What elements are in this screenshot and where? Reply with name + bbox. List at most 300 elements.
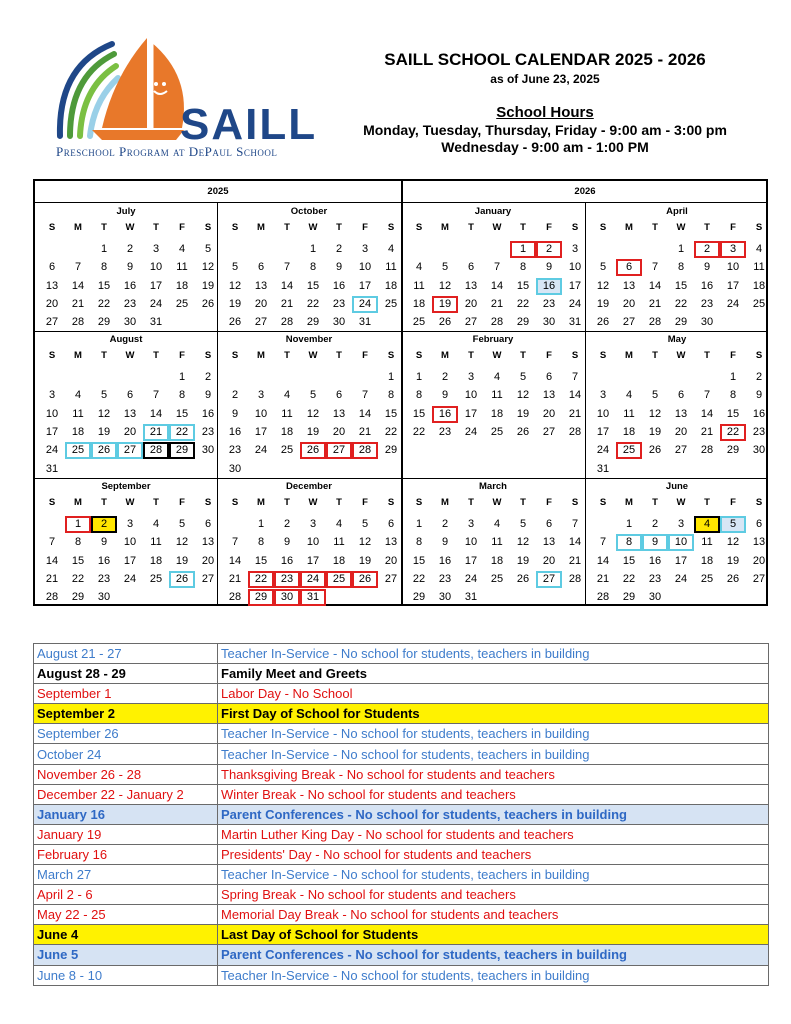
calendar-day: 27 [542,425,556,438]
event-row [34,905,769,925]
event-description: Thanksgiving Break - No school for students and teachers [218,764,769,784]
calendar-day: 4 [493,371,501,383]
event-dates: December 22 - January 2 [34,784,218,804]
event-dates: November 26 - 28 [34,764,218,784]
calendar-day: 16 [438,554,452,567]
calendar-day: 3 [361,243,369,255]
event-description: Memorial Day Break - No school for students and teachers [218,905,769,925]
calendar-day: 24 [464,572,478,585]
calendar-day: 14 [568,536,582,549]
month-name: December [286,481,332,492]
weekday-label: S [755,222,763,233]
calendar-day: 25 [175,297,189,310]
weekday-label: W [308,222,318,233]
calendar-day: 25 [700,572,714,585]
calendar-day: 24 [726,297,740,310]
calendar-day: 25 [65,442,91,459]
weekday-label: T [101,222,107,233]
calendar-day: 9 [441,536,449,549]
calendar-day: 12 [596,279,610,292]
calendar-day: 28 [596,591,610,604]
calendar-day: 31 [464,591,478,604]
calendar-day: 24 [674,572,688,585]
event-description: Family Meet and Greets [218,664,769,684]
event-row [34,804,769,824]
calendar-day: 30 [332,316,346,329]
calendar-day: 22 [384,425,398,438]
weekday-label: F [546,350,552,361]
calendar-day: 1 [677,243,685,255]
calendar-day: 3 [467,371,475,383]
weekday-label: T [520,222,526,233]
calendar-day: 21 [71,297,85,310]
calendar-day: 12 [306,407,320,420]
calendar-day: 2 [441,371,449,383]
calendar-day: 3 [126,518,134,530]
calendar-day: 17 [149,279,163,292]
weekday-header [586,497,768,511]
calendar-day: 10 [149,261,163,274]
weekday-label: S [387,497,395,508]
month-december [218,479,400,625]
calendar-day: 18 [71,425,85,438]
month-name: February [472,334,514,345]
calendar-day: 19 [596,297,610,310]
calendar-day: 13 [201,536,215,549]
calendar-day: 13 [384,536,398,549]
calendar-day: 30 [123,316,137,329]
calendar-day: 11 [72,407,84,420]
calendar-day: 26 [201,297,215,310]
calendar-day: 11 [281,407,293,420]
calendar-day: 8 [677,261,685,274]
calendar-day: 11 [491,536,503,549]
calendar-day: 22 [71,572,85,585]
calendar-day: 25 [326,571,352,588]
weekday-label: S [48,497,56,508]
calendar-day: 13 [123,407,137,420]
event-dates: June 8 - 10 [34,965,218,985]
calendar-day: 31 [300,589,326,606]
weekday-label: S [599,350,607,361]
calendar-day: 2 [335,243,343,255]
weekday-label: T [153,350,159,361]
calendar-day: 9 [545,261,553,274]
weekday-label: M [257,222,265,233]
weekday-label: F [730,497,736,508]
calendar-day: 31 [568,316,582,329]
calendar-day: 22 [674,297,688,310]
calendar-day: 10 [568,261,582,274]
calendar-day: 26 [91,442,117,459]
calendar-day: 21 [568,407,582,420]
calendar-day: 17 [254,425,268,438]
calendar-day: 15 [97,279,111,292]
calendar-day: 20 [254,297,268,310]
weekday-header [218,350,400,364]
calendar-day: 22 [516,297,530,310]
calendar-day: 28 [568,572,582,585]
calendar-day: 4 [335,518,343,530]
page-title: SAILL SCHOOL CALENDAR 2025 - 2026 [384,50,706,69]
calendar-day: 15 [674,279,688,292]
calendar-day: 28 [228,591,242,604]
calendar-day: 15 [306,279,320,292]
calendar-day: 13 [332,407,346,420]
weekday-header [218,497,400,511]
calendar-day: 10 [45,407,59,420]
event-dates: January 16 [34,804,218,824]
calendar-day: 11 [413,279,425,292]
weekday-label: S [571,350,579,361]
weekday-label: W [125,497,135,508]
weekday-header [402,222,584,236]
calendar-day: 7 [231,536,239,549]
weekday-label: S [231,497,239,508]
calendar-day: 2 [536,241,562,258]
calendar-day: 6 [616,259,642,276]
calendar-day: 16 [752,407,766,420]
calendar-day: 15 [175,407,189,420]
weekday-label: T [468,350,474,361]
event-row [34,965,769,985]
calendar-day: 6 [545,371,553,383]
event-dates: April 2 - 6 [34,885,218,905]
calendar-day: 11 [150,536,162,549]
calendar-day: 30 [700,316,714,329]
weekday-header [586,350,768,364]
calendar-day: 21 [596,572,610,585]
weekday-label: S [755,350,763,361]
weekday-label: S [415,350,423,361]
month-name: September [101,481,151,492]
calendar-day: 29 [726,444,740,457]
month-name: October [290,206,328,217]
event-description: Spring Break - No school for students and teachers [218,885,769,905]
month-february [402,332,584,478]
weekday-label: S [571,222,579,233]
calendar-day: 3 [309,518,317,530]
calendar-day: 15 [726,407,740,420]
event-description: Teacher In-Service - No school for students, teachers in building [218,644,769,664]
calendar-day: 8 [100,261,108,274]
header-block [340,50,750,155]
calendar-day: 7 [48,536,56,549]
calendar-day: 4 [387,243,395,255]
weekday-label: W [492,222,502,233]
calendar-day: 16 [332,279,346,292]
calendar-day: 27 [536,571,562,588]
event-dates: October 24 [34,744,218,764]
event-description: Presidents' Day - No school for students and teachers [218,844,769,864]
calendar-day: 6 [545,518,553,530]
calendar-day: 4 [625,389,633,402]
events-table [33,643,769,986]
weekday-label: S [599,222,607,233]
weekday-label: T [101,350,107,361]
calendar-day: 7 [571,518,579,530]
calendar-day: 18 [752,279,766,292]
weekday-label: F [546,222,552,233]
weekday-label: T [284,497,290,508]
weekday-header [35,497,217,511]
calendar-day: 14 [700,407,714,420]
weekday-label: S [204,350,212,361]
calendar-day: 11 [491,389,503,402]
calendar-day: 22 [248,571,274,588]
calendar-day: 30 [752,444,766,457]
calendar-day: 1 [257,518,265,530]
month-name: July [116,206,136,217]
event-description: Teacher In-Service - No school for students, teachers in building [218,965,769,985]
calendar-day: 25 [149,572,163,585]
calendar-day: 14 [490,279,504,292]
calendar-day: 16 [648,554,662,567]
weekday-label: S [387,222,395,233]
event-description: Teacher In-Service - No school for students, teachers in building [218,724,769,744]
calendar-day: 4 [415,261,423,274]
weekday-label: F [362,222,368,233]
calendar-day: 9 [703,261,711,274]
calendar-day: 16 [700,279,714,292]
calendar-day: 5 [231,261,239,274]
event-row [34,704,769,724]
calendar-day: 16 [228,425,242,438]
event-description: Parent Conferences - No school for students, teachers in building [218,804,769,824]
calendar-day: 24 [123,572,137,585]
calendar-day: 6 [467,261,475,274]
calendar-day: 1 [178,371,186,383]
weekday-label: M [441,222,449,233]
event-description: Teacher In-Service - No school for students, teachers in building [218,744,769,764]
calendar-day: 6 [335,389,343,402]
weekday-label: W [308,350,318,361]
event-dates: February 16 [34,844,218,864]
calendar-day: 12 [648,407,662,420]
calendar-day: 23 [201,425,215,438]
calendar-day: 15 [412,554,426,567]
school-hours-weekdays: Monday, Tuesday, Thursday, Friday - 9:00 am - 3:00 pm [363,122,727,138]
calendar-day: 1 [309,243,317,255]
calendar-day: 8 [309,261,317,274]
calendar-day: 30 [201,444,215,457]
calendar-day: 20 [384,554,398,567]
calendar-day: 18 [280,425,294,438]
calendar-day: 9 [231,407,239,420]
calendar-day: 26 [648,444,662,457]
month-name: April [666,206,688,217]
as-of-date: as of June 23, 2025 [490,72,600,86]
calendar-day: 29 [71,591,85,604]
weekday-label: T [704,222,710,233]
calendar-day: 17 [674,554,688,567]
month-name: January [474,206,512,217]
weekday-label: M [625,497,633,508]
calendar-day: 21 [568,554,582,567]
calendar-day: 2 [204,371,212,383]
school-hours-wednesday: Wednesday - 9:00 am - 1:00 PM [441,139,649,155]
calendar-day: 25 [412,316,426,329]
events-table-body [34,644,769,986]
weekday-label: W [676,222,686,233]
event-row [34,684,769,704]
calendar-day: 3 [571,243,579,255]
calendar-day: 14 [71,279,85,292]
calendar-day: 10 [123,536,137,549]
weekday-label: T [704,350,710,361]
calendar-day: 5 [599,261,607,274]
weekday-label: F [546,497,552,508]
calendar-day: 3 [257,389,265,402]
weekday-label: T [284,222,290,233]
calendar-day: 23 [332,297,346,310]
weekday-label: S [204,222,212,233]
calendar-day: 4 [493,518,501,530]
calendar-day: 14 [228,554,242,567]
weekday-label: F [362,350,368,361]
calendar-day: 3 [599,389,607,402]
calendar-day: 16 [432,406,458,423]
calendar-day: 25 [752,297,766,310]
calendar-day: 21 [45,572,59,585]
event-description: Last Day of School for Students [218,925,769,945]
event-row [34,644,769,664]
calendar-day: 9 [335,261,343,274]
calendar-day: 22 [412,572,426,585]
weekday-label: F [730,350,736,361]
month-name: June [665,481,689,492]
weekday-label: T [468,497,474,508]
calendar-day: 19 [228,297,242,310]
weekday-label: T [153,222,159,233]
event-dates: January 19 [34,824,218,844]
weekday-header [35,350,217,364]
calendar-day: 23 [123,297,137,310]
calendar-day: 10 [668,534,694,551]
calendar-day: 12 [228,279,242,292]
calendar-day: 28 [648,316,662,329]
weekday-header [586,222,768,236]
weekday-label: F [179,222,185,233]
year-label-2025: 2025 [35,181,401,203]
weekday-label: M [74,350,82,361]
calendar-day: 14 [568,389,582,402]
weekday-label: F [362,497,368,508]
calendar-day: 27 [674,444,688,457]
month-name: March [479,481,507,492]
calendar-day: 12 [438,279,452,292]
calendar-day: 12 [516,536,530,549]
calendar-day: 8 [257,536,265,549]
calendar-day: 8 [616,534,642,551]
weekday-header [35,222,217,236]
weekday-label: T [520,350,526,361]
calendar-day: 19 [201,279,215,292]
calendar-day: 27 [752,572,766,585]
calendar-day: 16 [536,278,562,295]
calendar-day: 28 [280,316,294,329]
calendar-day: 29 [622,591,636,604]
calendar-day: 8 [178,389,186,402]
event-description: Teacher In-Service - No school for students, teachers in building [218,865,769,885]
calendar-day: 1 [65,516,91,533]
weekday-label: M [257,350,265,361]
calendar-day: 2 [231,389,239,402]
logo-name: SAILL [180,100,318,149]
calendar-day: 14 [45,554,59,567]
calendar-day: 9 [755,389,763,402]
calendar-day: 21 [358,425,372,438]
calendar-day: 8 [729,389,737,402]
calendar-day: 26 [169,571,195,588]
calendar-day: 30 [274,589,300,606]
calendar-day: 7 [493,261,501,274]
calendar-day: 27 [254,316,268,329]
weekday-label: T [704,497,710,508]
calendar-day: 27 [384,572,398,585]
saill-logo [52,36,324,164]
calendar-day: 23 [97,572,111,585]
month-october [218,204,400,350]
calendar-day: 7 [571,371,579,383]
weekday-header [402,497,584,511]
calendar-day: 14 [596,554,610,567]
calendar-day: 8 [387,389,395,402]
event-description: Martin Luther King Day - No school for students and teachers [218,824,769,844]
calendar-day: 26 [300,442,326,459]
calendar-day: 21 [700,425,714,438]
event-row [34,664,769,684]
weekday-label: M [625,350,633,361]
calendar-day: 28 [568,425,582,438]
weekday-label: T [520,497,526,508]
calendar-day: 17 [596,425,610,438]
calendar-day: 15 [622,554,636,567]
calendar-day: 14 [149,407,163,420]
calendar-day: 26 [516,425,530,438]
calendar-day: 9 [126,261,134,274]
calendar-day: 20 [123,425,137,438]
calendar-day: 16 [123,279,137,292]
calendar-day: 23 [752,425,766,438]
calendar-day: 5 [720,516,746,533]
calendar-day: 5 [441,261,449,274]
weekday-label: S [599,497,607,508]
month-may [586,332,768,478]
event-dates: May 22 - 25 [34,905,218,925]
month-july [35,204,217,350]
calendar-day: 1 [415,371,423,383]
calendar-day: 3 [467,518,475,530]
calendar-day: 11 [176,261,188,274]
weekday-label: S [415,222,423,233]
calendar-day: 18 [332,554,346,567]
calendar-day: 17 [464,407,478,420]
calendar-day: 18 [412,297,426,310]
calendar-day: 17 [123,554,137,567]
calendar-day: 7 [361,389,369,402]
calendar-day: 10 [358,261,372,274]
calendar-day: 20 [542,407,556,420]
calendar-day: 26 [228,316,242,329]
calendar-day: 19 [516,554,530,567]
calendar-day: 2 [441,518,449,530]
school-hours-title: School Hours [496,104,594,121]
calendar-day: 20 [622,297,636,310]
calendar-day: 10 [464,389,478,402]
calendar-day: 8 [415,536,423,549]
calendar-day: 21 [228,572,242,585]
